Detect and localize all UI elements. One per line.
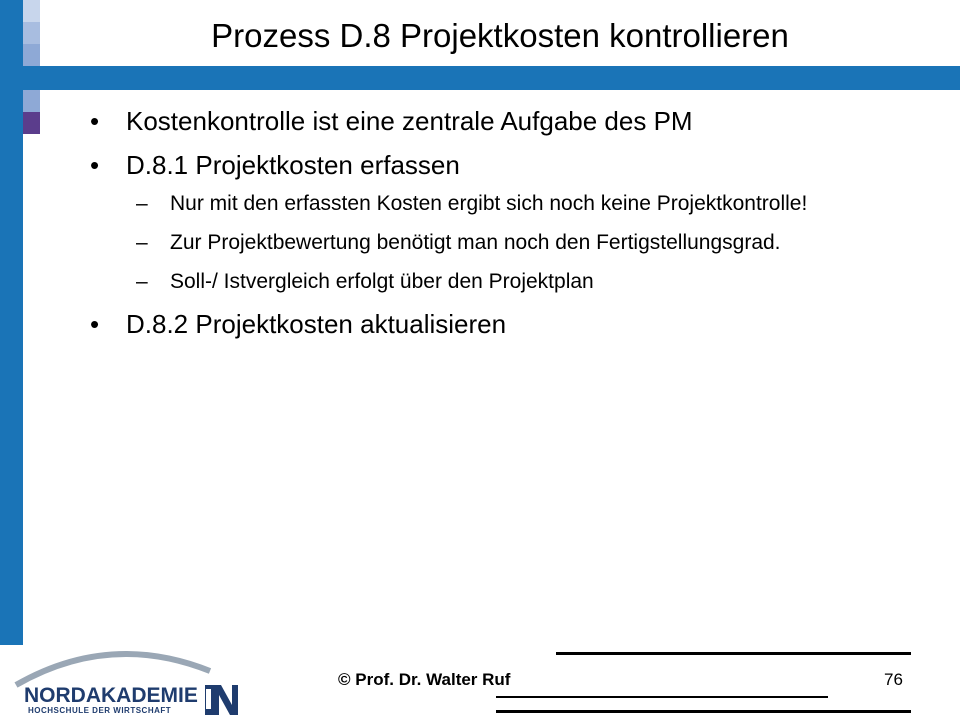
accent-square [23, 0, 40, 22]
accent-square [23, 90, 40, 112]
sub-bullet-text: Soll-/ Istvergleich erfolgt über den Projektplan [170, 270, 594, 293]
slide-content [80, 105, 900, 352]
nordakademie-logo [10, 645, 240, 717]
bullet-icon: • [90, 150, 100, 180]
left-accent-bar [0, 0, 23, 645]
footer-rule [496, 710, 911, 713]
logo-name: NORDAKADEMIE [24, 684, 198, 707]
accent-square [23, 112, 40, 134]
dash-icon: – [136, 192, 148, 215]
accent-square [23, 44, 40, 66]
accent-square [23, 22, 40, 44]
bullet-text: Kostenkontrolle ist eine zentrale Aufgabe des PM [126, 106, 693, 136]
bullet-item [80, 149, 900, 181]
sub-bullet-item [80, 267, 900, 296]
sub-bullet-text: Zur Projektbewertung benötigt man noch den Fertigstellungsgrad. [170, 231, 781, 254]
bullet-icon: • [90, 106, 100, 136]
bullet-icon: • [90, 309, 100, 339]
bullet-item [80, 105, 900, 137]
sub-bullet-item [80, 189, 900, 218]
accent-square [23, 66, 40, 90]
footer-rule [496, 696, 828, 698]
bullet-text: D.8.1 Projektkosten erfassen [126, 150, 460, 180]
sub-bullet-text: Nur mit den erfassten Kosten ergibt sich noch keine Projektkontrolle! [170, 192, 808, 215]
logo-tagline: HOCHSCHULE DER WIRTSCHAFT [28, 706, 172, 715]
dash-icon: – [136, 231, 148, 254]
bullet-item [80, 308, 900, 340]
title-underline-bar [40, 66, 960, 90]
sub-bullet-item [80, 228, 900, 257]
dash-icon: – [136, 270, 148, 293]
footer-copyright: © Prof. Dr. Walter Ruf [338, 670, 511, 689]
bullet-text: D.8.2 Projektkosten aktualisieren [126, 309, 507, 339]
page-number: 76 [884, 670, 903, 689]
slide-title: Prozess D.8 Projektkosten kontrollieren [211, 17, 789, 54]
logo-arc [16, 654, 210, 685]
logo-n-mark [205, 685, 238, 715]
footer-rule [556, 652, 911, 655]
